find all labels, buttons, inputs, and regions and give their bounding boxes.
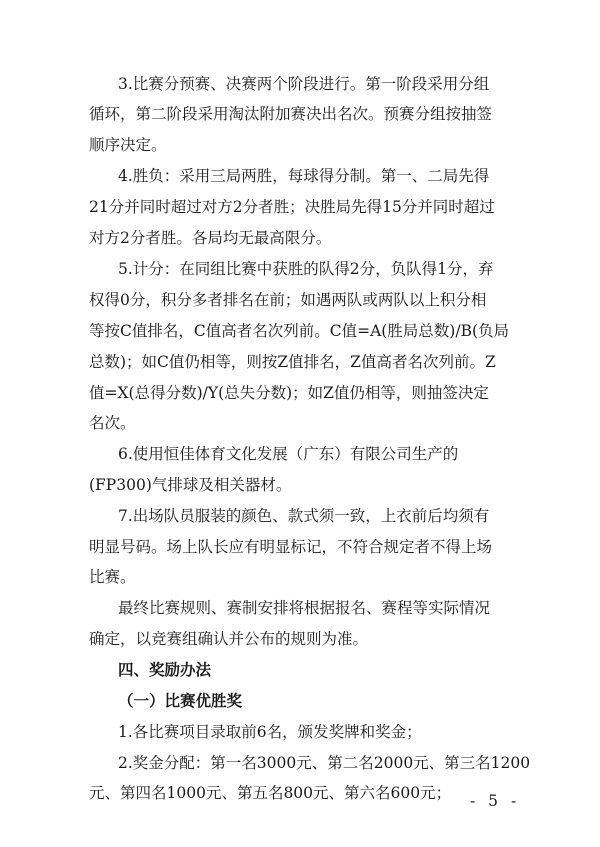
section-heading-text: 四、奖励办法 bbox=[118, 661, 212, 679]
text-line bbox=[0, 287, 600, 313]
text-line-content: 比赛。 bbox=[89, 568, 136, 586]
text-line bbox=[0, 194, 600, 220]
text-line-content: (FP300)气排球及相关器材。 bbox=[89, 476, 292, 494]
text-line bbox=[0, 132, 600, 158]
text-line bbox=[0, 719, 600, 745]
text-line-content: 2.奖金分配：第一名3000元、第二名2000元、第三名1200 bbox=[118, 754, 531, 772]
text-line-content: 等按C值排名，C值高者名次列前。C值=A(胜局总数)/B(负局 bbox=[89, 322, 510, 340]
text-line bbox=[0, 410, 600, 436]
text-line-content: 7.出场队员服装的颜色、款式须一致，上衣前后均须有 bbox=[118, 507, 490, 525]
text-line bbox=[0, 318, 600, 344]
text-line bbox=[0, 441, 600, 467]
text-line bbox=[0, 256, 600, 282]
text-line-content: 循环，第二阶段采用淘汰附加赛决出名次。预赛分组按抽签 bbox=[89, 105, 493, 123]
text-line-content: 3.比赛分预赛、决赛两个阶段进行。第一阶段采用分组 bbox=[118, 75, 490, 93]
text-line-content: 确定，以竞赛组确认并公布的规则为准。 bbox=[89, 630, 369, 648]
text-line-content: 值=X(总得分数)/Y(总失分数)；如Z值仍相等，则抽签决定 bbox=[89, 384, 489, 402]
text-line-content: 明显号码。场上队长应有明显标记，不符合规定者不得上场 bbox=[89, 538, 493, 556]
text-line-content: 6.使用恒佳体育文化发展（广东）有限公司生产的 bbox=[118, 445, 459, 463]
text-line-content: 1.各比赛项目录取前6名，颁发奖牌和奖金； bbox=[118, 723, 422, 741]
section-heading bbox=[0, 657, 600, 683]
text-line bbox=[0, 626, 600, 652]
text-line bbox=[0, 101, 600, 127]
text-line-content: 对方2分者胜。各局均无最高限分。 bbox=[89, 229, 332, 247]
text-line bbox=[0, 595, 600, 621]
text-line bbox=[0, 503, 600, 529]
text-line bbox=[0, 71, 600, 97]
subsection-heading-text: （一）比赛优胜奖 bbox=[118, 692, 243, 710]
text-line bbox=[0, 380, 600, 406]
text-line bbox=[0, 163, 600, 189]
text-line bbox=[0, 349, 600, 375]
text-line bbox=[0, 750, 600, 776]
text-line bbox=[0, 780, 452, 806]
subsection-heading bbox=[0, 688, 600, 714]
text-line bbox=[0, 534, 600, 560]
text-line bbox=[0, 564, 600, 590]
text-line-content: 名次。 bbox=[89, 414, 136, 432]
text-line bbox=[0, 225, 600, 251]
page-number: - 5 - bbox=[470, 792, 521, 810]
text-line-content: 顺序决定。 bbox=[89, 136, 167, 154]
text-line-content: 权得0分，积分多者排名在前；如遇两队或两队以上积分相 bbox=[89, 291, 487, 309]
text-line-content: 21分并同时超过对方2分者胜；决胜局先得15分并同时超过 bbox=[89, 198, 495, 216]
text-line bbox=[0, 472, 600, 498]
text-line-content: 元、第四名1000元、第五名800元、第六名600元； bbox=[89, 784, 452, 802]
text-line-content: 4.胜负：采用三局两胜，每球得分制。第一、二局先得 bbox=[118, 167, 490, 185]
text-line-content: 最终比赛规则、赛制安排将根据报名、赛程等实际情况 bbox=[118, 599, 491, 617]
text-line-content: 5.计分：在同组比赛中获胜的队得2分，负队得1分，弃 bbox=[118, 260, 494, 278]
text-line-content: 总数)；如C值仍相等，则按Z值排名，Z值高者名次列前。Z bbox=[89, 353, 496, 371]
